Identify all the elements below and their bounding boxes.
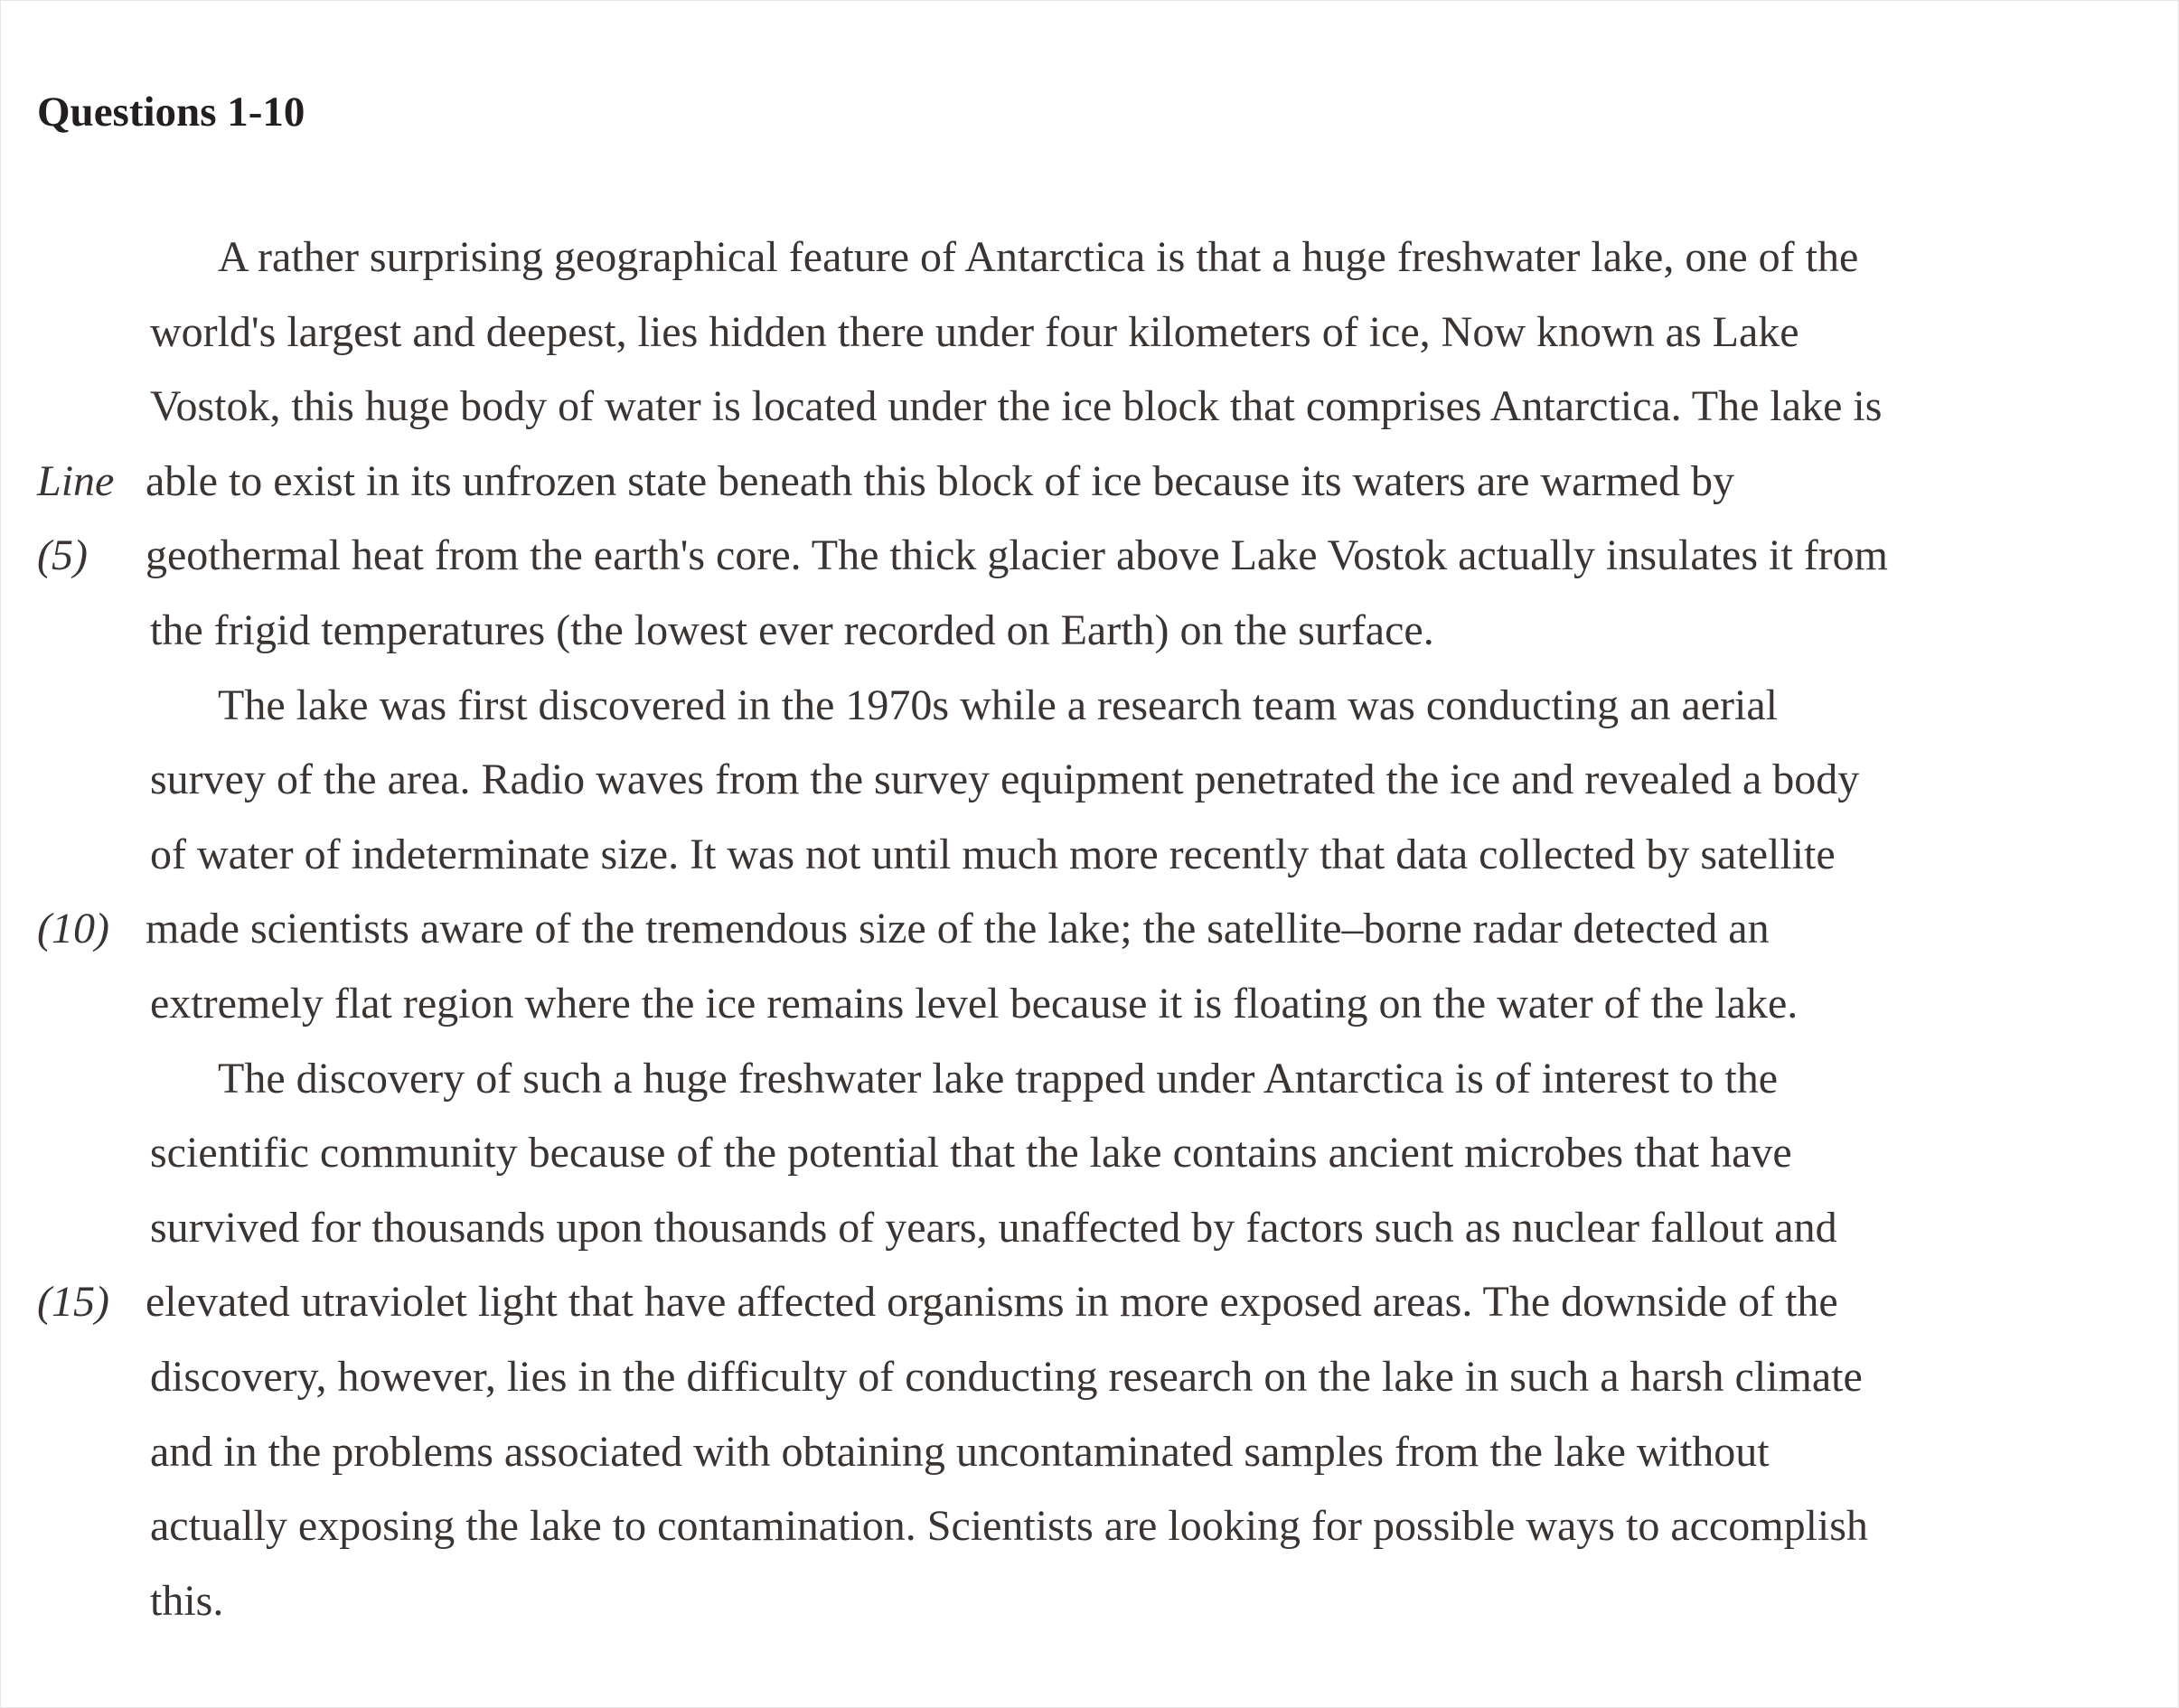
passage-line: [1, 445, 2179, 520]
passage-line: [1, 1489, 2179, 1564]
passage-line-text: able to exist in its unfrozen state beneath this block of ice because its waters are warmed by: [146, 456, 1735, 505]
passage-line-text: the frigid temperatures (the lowest ever recorded on Earth) on the surface.: [150, 605, 1434, 654]
passage-line-text: scientific community because of the potential that the lake contains ancient microbes that have: [150, 1129, 1792, 1178]
passage-line: [1, 1564, 2179, 1639]
passage-line: [1, 1116, 2179, 1191]
passage-line: [1, 967, 2179, 1042]
passage-line-text: this.: [150, 1576, 224, 1625]
passage-line-text: extremely flat region where the ice remains level because it is floating on the water of the lake.: [150, 979, 1799, 1028]
reading-passage: [1, 221, 2179, 1638]
passage-line: [1, 1340, 2179, 1415]
passage-line-text: The lake was first discovered in the 1970s while a research team was conducting an aerial: [218, 680, 1779, 729]
passage-line: [1, 1265, 2179, 1340]
passage-line: [1, 1415, 2179, 1490]
passage-line: [1, 221, 2179, 296]
passage-line: [1, 296, 2179, 371]
page-title: Questions 1-10: [37, 89, 305, 136]
passage-line: [1, 370, 2179, 445]
passage-line-text: geothermal heat from the earth's core. The thick glacier above Lake Vostok actually insulates it from: [146, 531, 1888, 580]
passage-line-text: of water of indeterminate size. It was not until much more recently that data collected by satellite: [150, 830, 1836, 878]
passage-line-text: world's largest and deepest, lies hidden there under four kilometers of ice, Now known as Lake: [150, 307, 1799, 356]
line-number-marker: Line: [37, 456, 115, 505]
passage-line: [1, 743, 2179, 818]
passage-line: [1, 892, 2179, 967]
passage-line-text: made scientists aware of the tremendous size of the lake; the satellite–borne radar detected an: [146, 905, 1770, 953]
line-number-marker: (15): [37, 1278, 109, 1327]
passage-line-text: actually exposing the lake to contamination. Scientists are looking for possible ways to accomplish: [150, 1502, 1868, 1551]
passage-line: [1, 1042, 2179, 1117]
passage-line-text: and in the problems associated with obtaining uncontaminated samples from the lake without: [150, 1427, 1770, 1476]
passage-line: [1, 669, 2179, 744]
passage-line-text: The discovery of such a huge freshwater lake trapped under Antarctica is of interest to the: [218, 1054, 1779, 1103]
passage-line-text: elevated utraviolet light that have affected organisms in more exposed areas. The downside of the: [146, 1278, 1838, 1327]
passage-line-text: survey of the area. Radio waves from the survey equipment penetrated the ice and revealed a body: [150, 755, 1860, 804]
passage-line: [1, 519, 2179, 594]
passage-line: [1, 1191, 2179, 1266]
passage-line: [1, 818, 2179, 893]
passage-line-text: survived for thousands upon thousands of years, unaffected by factors such as nuclear fallout and: [150, 1203, 1837, 1252]
passage-line-text: Vostok, this huge body of water is located under the ice block that comprises Antarctica. The lake is: [150, 382, 1883, 431]
line-number-marker: (5): [37, 531, 88, 580]
passage-line-text: A rather surprising geographical feature of Antarctica is that a huge freshwater lake, one of the: [218, 233, 1859, 281]
passage-line: [1, 594, 2179, 669]
passage-line-text: discovery, however, lies in the difficulty of conducting research on the lake in such a harsh climate: [150, 1352, 1863, 1401]
line-number-marker: (10): [37, 905, 109, 953]
